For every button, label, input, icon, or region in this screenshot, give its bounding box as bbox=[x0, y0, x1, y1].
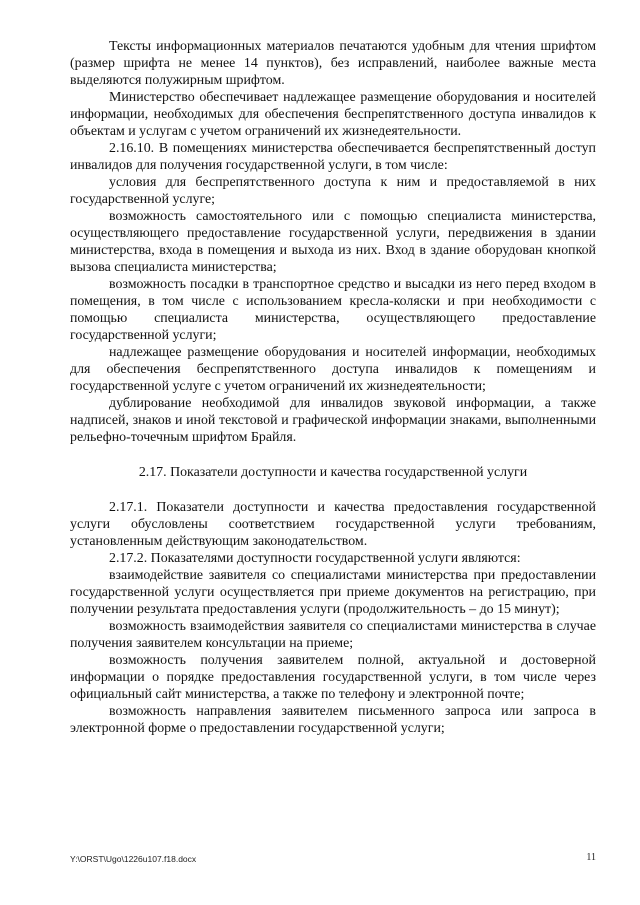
paragraph: надлежащее размещение оборудования и носителей информации, необходимых для обеспечения беспрепятственного доступа инвалидов к помещениям и государственной услуге с учетом ограничений их жизнедеятельности; bbox=[70, 345, 596, 394]
page-number: 11 bbox=[586, 852, 596, 863]
paragraph: возможность направления заявителем письменного запроса или запроса в электронной форме о предоставлении государственной услуги; bbox=[70, 704, 596, 736]
paragraph: условия для беспрепятственного доступа к ним и предоставляемой в них государственной услуге; bbox=[70, 175, 596, 207]
paragraph: Министерство обеспечивает надлежащее размещение оборудования и носителей информации, необходимых для обеспечения беспрепятственного доступа инвалидов к объектам и услугам с учетом ограничений их жизнедеятельности. bbox=[70, 90, 596, 139]
paragraph: 2.16.10. В помещениях министерства обеспечивается беспрепятственный доступ инвалидов для получения государственной услуги, в том числе: bbox=[70, 141, 596, 173]
paragraph: 2.17.1. Показатели доступности и качества предоставления государственной услуги обусловлены соответствием государственной услуги требованиям, установленным действующим законодательством. bbox=[70, 500, 596, 549]
document-body bbox=[70, 38, 596, 737]
paragraph: дублирование необходимой для инвалидов звуковой информации, а также надписей, знаков и иной текстовой и графической информации знаками, выполненными рельефно-точечным шрифтом Брайля. bbox=[70, 396, 596, 445]
paragraph: возможность получения заявителем полной, актуальной и достоверной информации о порядке предоставления государственной услуги, в том числе через официальный сайт министерства, а также по телефону и электронной почте; bbox=[70, 653, 596, 702]
section-heading: 2.17. Показатели доступности и качества государственной услуги bbox=[138, 465, 528, 480]
footer-file-path: Y:\ORST\Ugo\1226u107.f18.docx bbox=[70, 854, 197, 864]
paragraph: возможность посадки в транспортное средство и высадки из него перед входом в помещения, в том числе с использованием кресла-коляски и при необходимости с помощью специалиста министерства, осуществляющего предоставление государственной услуги; bbox=[70, 277, 596, 343]
paragraph: Тексты информационных материалов печатаются удобным для чтения шрифтом (размер шрифта не менее 14 пунктов), без исправлений, наиболее важные места выделяются полужирным шрифтом. bbox=[70, 39, 596, 88]
paragraph: 2.17.2. Показателями доступности государственной услуги являются: bbox=[109, 551, 521, 566]
paragraph: взаимодействие заявителя со специалистами министерства при предоставлении государственной услуги осуществляется при приеме документов на регистрацию, при получении результата предоставления услуги (продолжительность – до 15 минут); bbox=[70, 568, 596, 617]
paragraph: возможность самостоятельного или с помощью специалиста министерства, осуществляющего предоставление государственной услуги, передвижения в здании министерства, входа в помещения и выхода из них. Вход в здание оборудован кнопкой вызова специалиста министерства; bbox=[70, 209, 596, 275]
paragraph: возможность взаимодействия заявителя со специалистами министерства в случае получения заявителем консультации на приеме; bbox=[70, 619, 596, 651]
